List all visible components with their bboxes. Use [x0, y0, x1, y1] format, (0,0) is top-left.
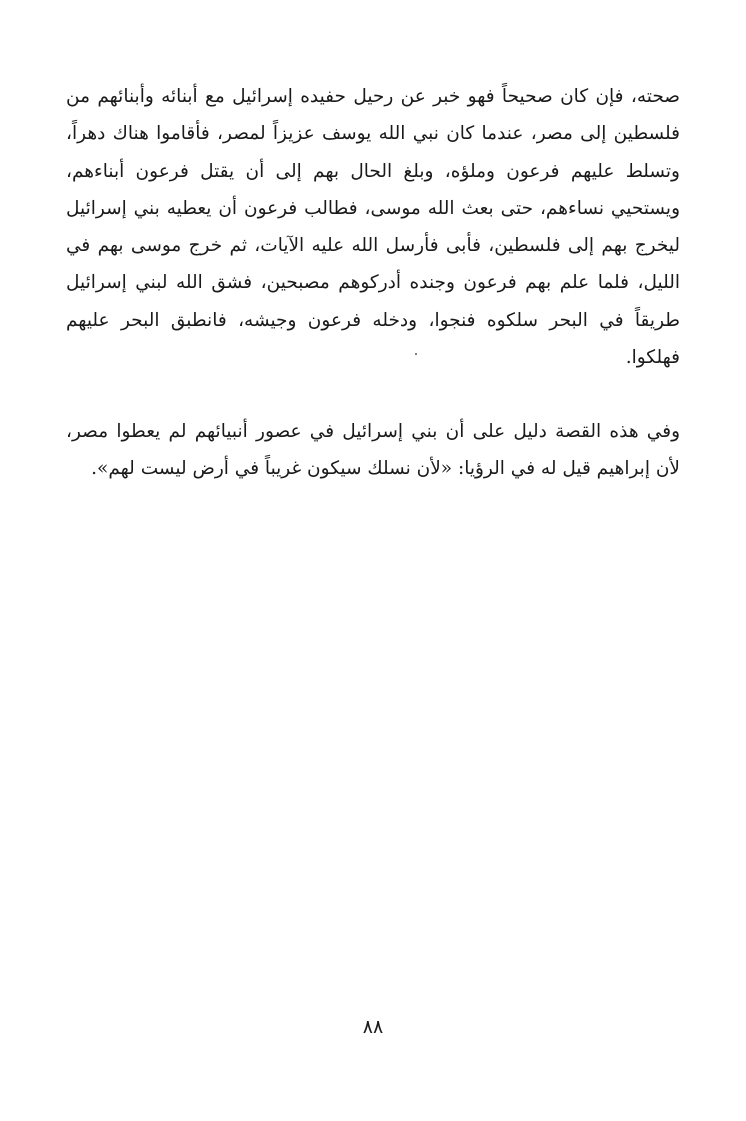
text-line: صحته، فإن كان صحيحاً فهو خبر عن رحيل حفيده إسرائيل مع أبنائه وأبنائهم من: [66, 86, 680, 107]
text-line: فهلكوا.: [625, 347, 680, 369]
text-line: وتسلط عليهم فرعون وملؤه، وبلغ الحال بهم إلى أن يقتل فرعون أبناءهم،: [66, 160, 680, 182]
page-number: ٨٨: [362, 1016, 384, 1038]
text-line: ليخرج بهم إلى فلسطين، فأبى فأرسل الله عليه الآيات، ثم خرج موسى بهم في: [66, 235, 680, 257]
paragraph-2: [66, 413, 680, 488]
paragraph-1: [66, 78, 680, 376]
text-line: الليل، فلما علم بهم فرعون وجنده أدركوهم مصبحين، فشق الله لبني إسرائيل: [66, 272, 680, 294]
text-line: وفي هذه القصة دليل على أن بني إسرائيل في عصور أنبيائهم لم يعطوا مصر،: [66, 421, 680, 442]
scan-speck: [415, 353, 417, 355]
text-line: ويستحيي نساءهم، حتى بعث الله موسى، فطالب فرعون أن يعطيه بني إسرائيل: [66, 197, 680, 219]
text-line: طريقاً في البحر سلكوه فنجوا، ودخله فرعون وجيشه، فانطبق البحر عليهم: [66, 309, 680, 331]
text-line: فلسطين إلى مصر، عندما كان نبي الله يوسف عزيزاً لمصر، فأقاموا هناك دهراً،: [66, 123, 680, 145]
text-line: لأن إبراهيم قيل له في الرؤيا: «لأن نسلك سيكون غريباً في أرض ليست لهم».: [91, 458, 680, 480]
